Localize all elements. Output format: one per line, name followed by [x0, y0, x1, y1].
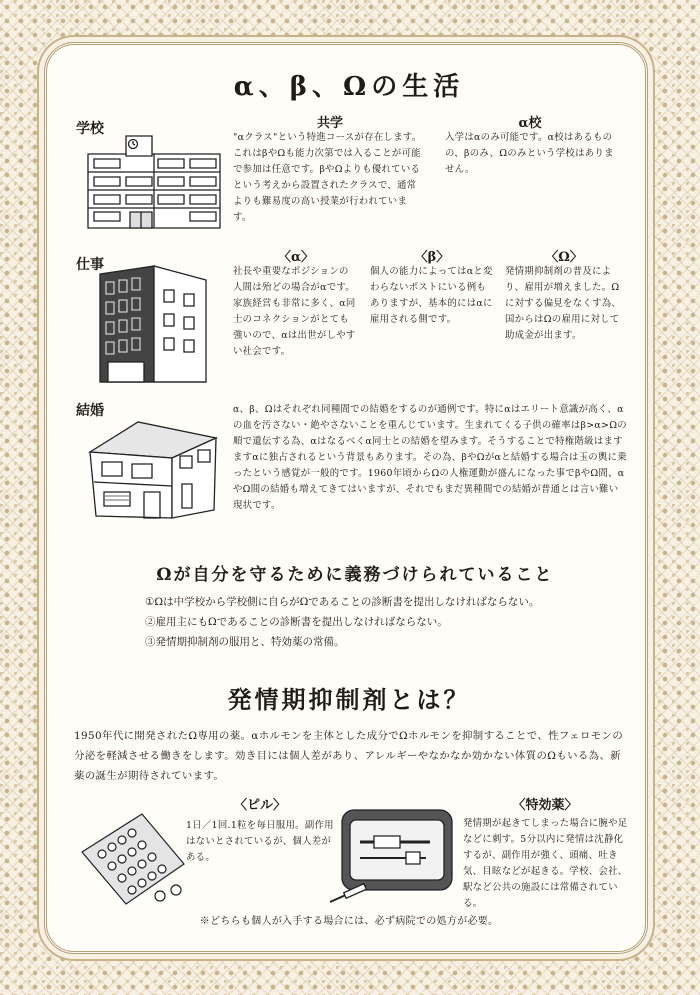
footnote: ※どちらも個人が入手する場合には、必ず病院での処方が必要。 — [199, 916, 499, 927]
suppressant-text: 1950年代に開発されたΩ専用の薬。αホルモンを主体とした成分でΩホルモンを抑制することで、性フェロモンの分泌を軽減させる働きをします。効き目には個人差があり、アレルギーやなかなか効かない体質のΩもいる為、新薬の誕生が期待されています。 — [74, 730, 624, 782]
injector-kit-illustration — [326, 806, 458, 908]
school-alpha-heading: α校 — [518, 116, 542, 131]
school-building-illustration — [84, 132, 226, 232]
suppressant-heading: 発情期抑制剤とは？ — [227, 685, 471, 714]
special-drug-text: 発情期が起きてしまった場合に腕や足などに刺す。5分以内に発情は沈静化するが、副作用が強く、頭痛、吐き気、目眩などが起きる。学校、会社、駅など公共の施設には常備されている。 — [463, 818, 628, 909]
school-coed-heading: 共学 — [316, 116, 343, 131]
duties-heading: Ωが自分を守るために義務づけられていること — [156, 565, 554, 585]
school-coed-text: "αクラス"という特進コースが存在します。これはβやΩも能力次第では入ることが可能で参加は任意です。βやΩよりも優れているという考えから設置されたクラスで、通常よりも難易度の高い授業が行われています。 — [233, 132, 422, 223]
marriage-text: α、β、Ωはそれぞれ同種間での結婚をするのが通例です。特にαはエリート意識が高く、αの血を汚さない・絶やさないことを重んじています。生まれてくる子供の確率はβ>α>Ωの順で遺伝する為、αはなるべくα同士との結婚を望みます。そうすることで特権階級はますますαに独占されるという背景もあります。その為、βやΩがαと結婚する場合は玉の輿に乗ったという感覚が一般的です。1960年頃からΩの人権運動が盛んになった事でβやΩ間、αやΩ間の結婚も増えてきてはいますが、それでもまだ異種間での結婚が普通とは言い難い現状です。 — [233, 404, 627, 511]
special-drug-heading: 〈特効薬〉 — [512, 798, 578, 813]
work-label: 仕事 — [76, 257, 104, 273]
page-title: α、β、Ωの生活 — [233, 72, 465, 102]
school-label: 学校 — [76, 121, 104, 137]
school-alpha-text: 入学はαのみ可能です。α校はあるものの、βのみ、Ωのみという学校はありません。 — [445, 132, 614, 175]
pill-heading: 〈ピル〉 — [233, 798, 286, 813]
duties-list — [145, 592, 625, 652]
house-illustration — [88, 418, 220, 520]
duty-item-1: ①Ωは中学校から学校側に自らがΩであることの診断書を提出しなければならない。 — [145, 596, 540, 608]
work-beta-text: 個人の能力によってはαと変わらないポストにいる例もありますが、基本的にはαに雇用される側です。 — [370, 266, 493, 325]
work-omega-heading: 〈Ω〉 — [545, 250, 583, 265]
work-alpha-text: 社長や重要なポジションの人間は殆どの場合がαです。家族経営も非常に多く、α同士のコネクションがとても強いので、αは出世がしやすい社会です。 — [233, 266, 356, 357]
work-alpha-heading: 〈α〉 — [277, 250, 314, 265]
office-building-illustration — [94, 262, 212, 388]
pill-pack-illustration — [78, 812, 188, 912]
work-omega-text: 発情期抑制剤の普及により、雇用が増えました。Ωに対する偏見をなくす為、国からはΩの雇用に対して助成金が出ます。 — [505, 266, 622, 341]
pill-text: 1日／1回.1粒を毎日服用。副作用はないとされているが、個人差がある。 — [186, 820, 334, 863]
work-beta-heading: 〈β〉 — [414, 250, 450, 265]
duty-item-3: ③発情期抑制剤の服用と、特効薬の常備。 — [145, 636, 345, 648]
marriage-label: 結婚 — [76, 403, 104, 419]
duty-item-2: ②雇用主にもΩであることの診断書を提出しなければならない。 — [145, 616, 448, 628]
